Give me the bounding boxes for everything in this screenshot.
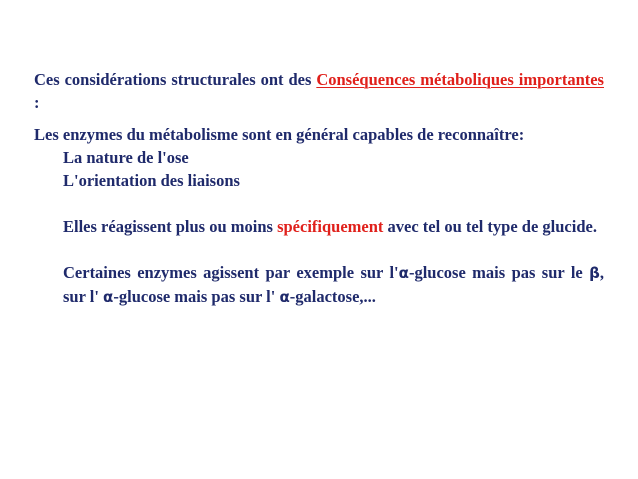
- alpha-symbol: α: [103, 288, 114, 306]
- enzymes-paragraph: [34, 123, 604, 146]
- intro-colon: :: [34, 93, 40, 112]
- example-text-5: -galactose,...: [289, 287, 376, 306]
- example-text-2: -glucose mais pas sur le: [408, 263, 590, 282]
- example-paragraph: [34, 261, 604, 309]
- list-item-bond-orientation: L'orientation des liaisons: [63, 171, 240, 190]
- example-text-1: Certaines enzymes agissent par exemple sur l': [63, 263, 399, 282]
- specificity-tail-text: avec tel ou tel type de glucide.: [383, 217, 597, 236]
- spacer: [34, 192, 604, 215]
- list-item-ose-nature: La nature de l'ose: [63, 148, 189, 167]
- specificity-lead-text: Elles réagissent plus ou moins: [63, 217, 278, 236]
- example-text-3: , sur l': [63, 263, 604, 306]
- intro-lead-text: Ces considérations structurales ont des: [34, 70, 317, 89]
- enzymes-line: Les enzymes du métabolisme sont en général capables de reconnaître:: [34, 125, 525, 144]
- spacer: [34, 238, 604, 261]
- consequences-highlight: Conséquences métaboliques importantes: [316, 70, 604, 89]
- intro-paragraph: [34, 68, 604, 114]
- example-text-4: -glucose mais pas sur l': [113, 287, 280, 306]
- recognition-list: [34, 146, 604, 192]
- alpha-symbol: α: [398, 264, 409, 282]
- slide-content: [34, 68, 604, 309]
- specificity-paragraph: [34, 215, 604, 238]
- specificity-highlight: spécifiquement: [277, 217, 384, 236]
- alpha-symbol: α: [279, 288, 290, 306]
- beta-symbol: β: [589, 264, 600, 282]
